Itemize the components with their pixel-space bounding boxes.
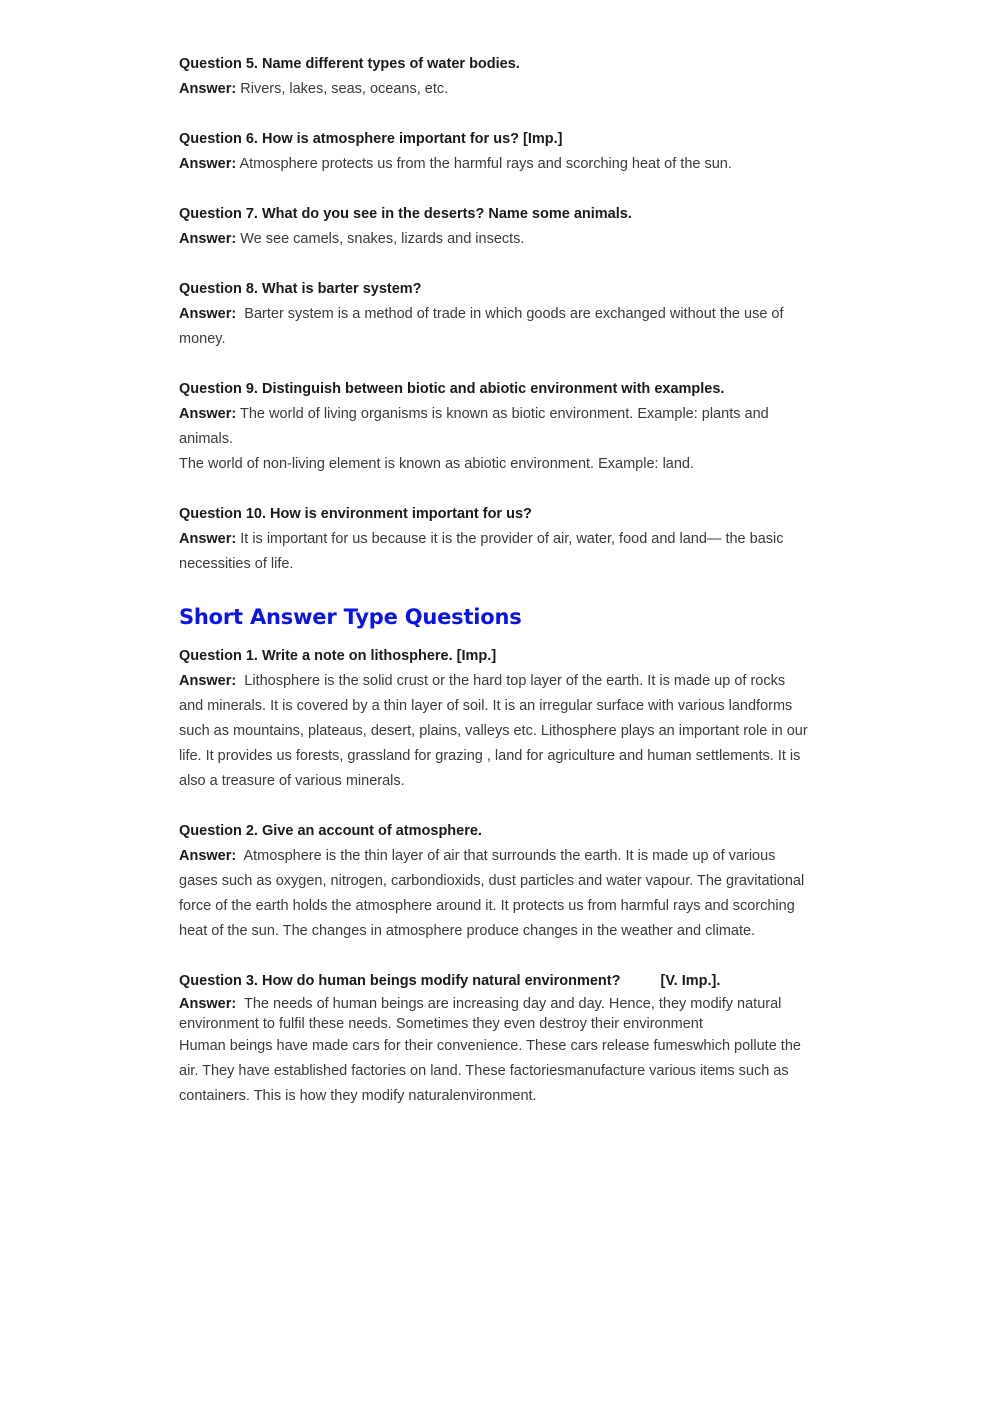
answer-text: Lithosphere is the solid crust or the hard top layer of the earth. It is made up of rocks and minerals. It is covered by a thin layer of soil. It is an irregular surface with various landforms such as mountains, plateaus, desert, plains, valleys etc. Lithosphere plays an important role in our life. It provides us forests, grassland for grazing , land for agriculture and human settlements. It is also a treasure of various minerals. — [179, 673, 808, 789]
short-answer-1 — [179, 669, 813, 794]
answer-text: Rivers, lakes, seas, oceans, etc. — [240, 81, 449, 97]
importance-tag: [V. Imp.]. — [660, 973, 721, 989]
qa-block-9 — [179, 377, 813, 477]
qa-block-10 — [179, 502, 813, 577]
answer-text: We see camels, snakes, lizards and insects. — [240, 231, 525, 247]
section-title: Short Answer Type Questions — [179, 605, 522, 629]
answer-label: Answer: — [179, 673, 237, 689]
answer-text: The needs of human beings are increasing day and day. Hence, they modify natural environment to fulfil these needs. Sometimes they even destroy their environment — [179, 996, 782, 1032]
answer-7 — [179, 227, 813, 252]
question-7: Question 7. What do you see in the deserts? Name some animals. — [179, 206, 632, 222]
answer-label: Answer: — [179, 156, 237, 172]
answer-text: Atmosphere is the thin layer of air that surrounds the earth. It is made up of various gases such as oxygen, nitrogen, carbondioxids, dust particles and water vapour. The gravitational force of the earth holds the atmosphere around it. It protects us from harmful rays and scorching heat of the sun. The changes in atmosphere produce changes in the weather and climate. — [179, 848, 805, 939]
answer-label: Answer: — [179, 231, 237, 247]
document-page — [179, 52, 813, 1134]
answer-text: Barter system is a method of trade in which goods are exchanged without the use of money. — [179, 306, 784, 347]
question-5: Question 5. Name different types of water bodies. — [179, 56, 520, 72]
question-8: Question 8. What is barter system? — [179, 281, 422, 297]
qa-block-5 — [179, 52, 813, 102]
answer-label: Answer: — [179, 406, 237, 422]
answer-6 — [179, 152, 813, 177]
short-answer-2 — [179, 844, 813, 944]
qa-block-8 — [179, 277, 813, 352]
answer-9-extra: The world of non-living element is known as abiotic environment. Example: land. — [179, 456, 695, 472]
question-10: Question 10. How is environment important for us? — [179, 506, 532, 522]
answer-label: Answer: — [179, 848, 237, 864]
qa-block-6 — [179, 127, 813, 177]
answer-8 — [179, 302, 813, 352]
short-qa-block-2 — [179, 819, 813, 944]
answer-text: It is important for us because it is the provider of air, water, food and land— the basic necessities of life. — [179, 531, 784, 572]
short-question-1: Question 1. Write a note on lithosphere. [Imp.] — [179, 648, 497, 664]
answer-label: Answer: — [179, 81, 237, 97]
answer-text: Atmosphere protects us from the harmful rays and scorching heat of the sun. — [239, 156, 732, 172]
short-qa-block-3 — [179, 969, 813, 1109]
question-9: Question 9. Distinguish between biotic and abiotic environment with examples. — [179, 381, 725, 397]
short-answer-3-extra: Human beings have made cars for their convenience. These cars release fumeswhich pollute the air. They have established factories on land. These factoriesmanufacture various items such as containers. This is how they modify naturalenvironment. — [179, 1038, 801, 1104]
question-text: Question 3. How do human beings modify natural environment? — [179, 973, 621, 989]
short-question-2: Question 2. Give an account of atmosphere. — [179, 823, 482, 839]
short-answer-3 — [179, 994, 813, 1034]
answer-label: Answer: — [179, 306, 237, 322]
answer-label: Answer: — [179, 996, 237, 1012]
question-6: Question 6. How is atmosphere important for us? [Imp.] — [179, 131, 563, 147]
answer-9 — [179, 402, 813, 452]
answer-label: Answer: — [179, 531, 237, 547]
answer-text: The world of living organisms is known as biotic environment. Example: plants and animals. — [179, 406, 769, 447]
answer-10 — [179, 527, 813, 577]
short-question-3 — [179, 969, 813, 994]
qa-block-7 — [179, 202, 813, 252]
answer-5 — [179, 77, 813, 102]
short-qa-block-1 — [179, 644, 813, 794]
